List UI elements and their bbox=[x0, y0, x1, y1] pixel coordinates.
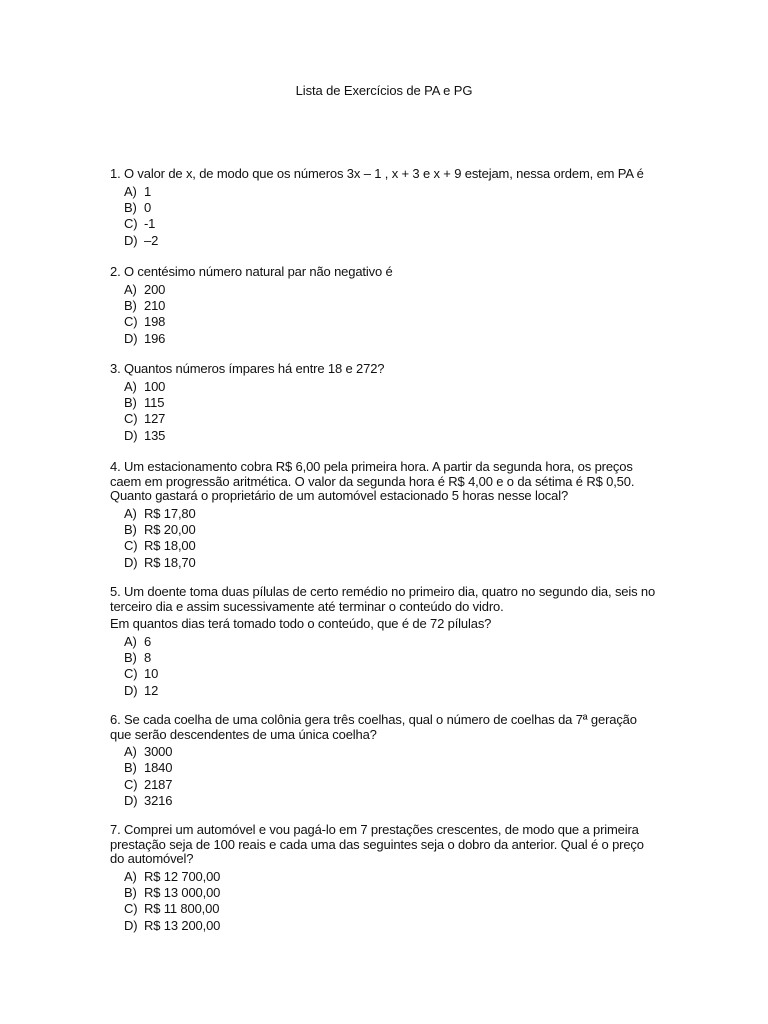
option-text: R$ 18,70 bbox=[144, 554, 196, 570]
option-text: 115 bbox=[144, 394, 165, 410]
question-7 bbox=[110, 823, 658, 934]
option-b bbox=[124, 298, 658, 314]
question-text: 5. Um doente toma duas pílulas de certo remédio no primeiro dia, quatro no segundo dia, seis no terceiro dia e assim sucessivamente até terminar o conteúdo do vidro. bbox=[110, 584, 656, 614]
option-letter: B) bbox=[124, 297, 137, 313]
option-letter: D) bbox=[124, 793, 138, 809]
option-list bbox=[110, 634, 658, 700]
option-letter: A) bbox=[124, 505, 137, 521]
option-letter: B) bbox=[124, 199, 137, 215]
question-text: 7. Comprei um automóvel e vou pagá-lo em 7 prestações crescentes, de modo que a primeira prestação seja de 100 reais e cada uma das seguintes seja o dobro da anterior. Qual é o preço do automóvel? bbox=[110, 822, 644, 866]
option-letter: B) bbox=[124, 394, 137, 410]
option-d bbox=[124, 428, 658, 444]
option-b bbox=[124, 650, 658, 666]
question-text: 3. Quantos números ímpares há entre 18 e 272? bbox=[110, 361, 385, 376]
option-letter: D) bbox=[124, 917, 138, 933]
question-4 bbox=[110, 460, 658, 571]
option-letter: C) bbox=[124, 666, 138, 682]
option-text: 8 bbox=[144, 649, 152, 665]
question-text: 6. Se cada coelha de uma colônia gera três coelhas, qual o número de coelhas da 7ª geração que serão descendentes de uma única coelha? bbox=[110, 712, 637, 742]
option-d bbox=[124, 555, 658, 571]
option-letter: C) bbox=[124, 411, 138, 427]
question-6 bbox=[110, 713, 658, 810]
option-a bbox=[124, 506, 658, 522]
option-text: R$ 13 200,00 bbox=[144, 917, 221, 933]
option-a bbox=[124, 634, 658, 650]
question-text: 1. O valor de x, de modo que os números 3x – 1 , x + 3 e x + 9 estejam, nessa ordem, em PA é bbox=[110, 166, 644, 181]
option-text: 12 bbox=[144, 682, 159, 698]
option-text: R$ 13 000,00 bbox=[144, 884, 221, 900]
option-letter: B) bbox=[124, 884, 137, 900]
option-list bbox=[110, 506, 658, 572]
option-b bbox=[124, 522, 658, 538]
question-1 bbox=[110, 167, 658, 249]
option-list bbox=[110, 379, 658, 445]
option-a bbox=[124, 184, 658, 200]
option-text: 1840 bbox=[144, 760, 173, 776]
option-letter: A) bbox=[124, 633, 137, 649]
option-text: R$ 20,00 bbox=[144, 521, 196, 537]
option-c bbox=[124, 901, 658, 917]
option-a bbox=[124, 869, 658, 885]
option-letter: A) bbox=[124, 183, 137, 199]
option-text: 2187 bbox=[144, 776, 173, 792]
option-d bbox=[124, 793, 658, 809]
option-list bbox=[110, 744, 658, 810]
option-text: 3000 bbox=[144, 744, 173, 759]
option-c bbox=[124, 314, 658, 330]
option-letter: A) bbox=[124, 378, 137, 394]
option-c bbox=[124, 538, 658, 554]
option-text: 1 bbox=[144, 183, 152, 199]
option-letter: A) bbox=[124, 744, 137, 759]
option-d bbox=[124, 331, 658, 347]
question-5 bbox=[110, 585, 658, 699]
option-c bbox=[124, 411, 658, 427]
option-letter: C) bbox=[124, 538, 138, 554]
option-letter: C) bbox=[124, 314, 138, 330]
option-letter: C) bbox=[124, 901, 138, 917]
option-text: R$ 11 800,00 bbox=[144, 901, 220, 917]
option-text: 10 bbox=[144, 666, 159, 682]
option-list bbox=[110, 184, 658, 250]
option-letter: D) bbox=[124, 330, 138, 346]
option-letter: A) bbox=[124, 868, 137, 884]
question-text: 4. Um estacionamento cobra R$ 6,00 pela primeira hora. A partir da segunda hora, os preços caem em progressão aritmética. O valor da segunda hora é R$ 4,00 e o da sétima é R$ 0,50. Quanto gastará o proprietário de um automóvel estacionado 5 horas nesse local? bbox=[110, 459, 635, 503]
option-c bbox=[124, 666, 658, 682]
option-a bbox=[124, 282, 658, 298]
option-text: 6 bbox=[144, 633, 152, 649]
option-letter: B) bbox=[124, 521, 137, 537]
option-text: 196 bbox=[144, 330, 166, 346]
option-letter: D) bbox=[124, 682, 138, 698]
question-text-continued: Em quantos dias terá tomado todo o conteúdo, que é de 72 pílulas? bbox=[110, 616, 492, 631]
question-text: 2. O centésimo número natural par não negativo é bbox=[110, 264, 393, 279]
option-d bbox=[124, 918, 658, 934]
option-list bbox=[110, 869, 658, 935]
option-c bbox=[124, 216, 658, 232]
option-text: 210 bbox=[144, 297, 166, 313]
option-text: 198 bbox=[144, 314, 166, 330]
option-letter: C) bbox=[124, 216, 138, 232]
option-text: 135 bbox=[144, 427, 166, 443]
option-b bbox=[124, 200, 658, 216]
page-title: Lista de Exercícios de PA e PG bbox=[295, 83, 473, 98]
option-b bbox=[124, 885, 658, 901]
option-text: R$ 17,80 bbox=[144, 505, 196, 521]
option-letter: A) bbox=[124, 281, 137, 297]
option-letter: D) bbox=[124, 427, 138, 443]
option-letter: D) bbox=[124, 232, 138, 248]
option-a bbox=[124, 744, 658, 760]
option-c bbox=[124, 777, 658, 793]
option-letter: C) bbox=[124, 776, 138, 792]
option-letter: B) bbox=[124, 649, 137, 665]
option-text: 0 bbox=[144, 199, 152, 215]
option-b bbox=[124, 395, 658, 411]
option-letter: B) bbox=[124, 760, 137, 776]
option-b bbox=[124, 760, 658, 776]
option-text: 100 bbox=[144, 378, 166, 394]
option-text: 200 bbox=[144, 281, 166, 297]
option-text: R$ 12 700,00 bbox=[144, 868, 221, 884]
question-2 bbox=[110, 265, 658, 347]
option-d bbox=[124, 683, 658, 699]
option-d bbox=[124, 233, 658, 249]
question-3 bbox=[110, 362, 658, 444]
option-text: 127 bbox=[144, 411, 166, 427]
option-text: -1 bbox=[144, 216, 156, 232]
option-text: R$ 18,00 bbox=[144, 538, 196, 554]
option-a bbox=[124, 379, 658, 395]
option-list bbox=[110, 282, 658, 348]
option-letter: D) bbox=[124, 554, 138, 570]
option-text: 3216 bbox=[144, 793, 173, 809]
option-text: –2 bbox=[144, 232, 159, 248]
